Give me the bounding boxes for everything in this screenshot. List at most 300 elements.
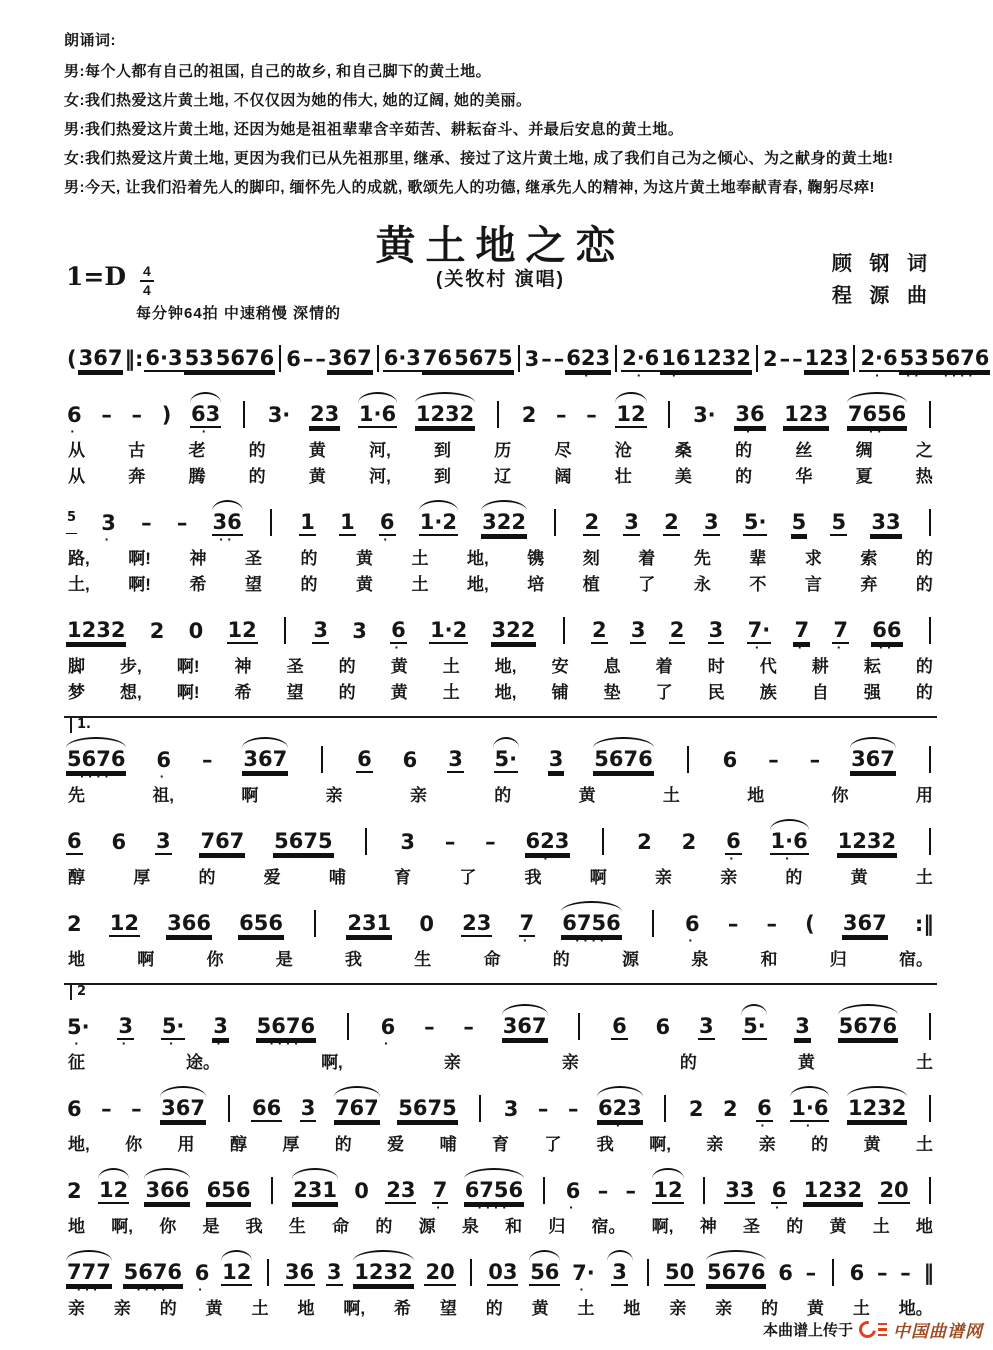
note-group bbox=[803, 1170, 863, 1212]
lyric-syllable: 的 bbox=[915, 575, 933, 594]
note-text: 3 bbox=[708, 618, 724, 642]
volta-bracket bbox=[64, 983, 937, 1000]
note-group bbox=[379, 502, 396, 544]
note-text: 3 bbox=[213, 1014, 228, 1038]
arc-spacer bbox=[201, 739, 214, 748]
note-group bbox=[419, 500, 458, 544]
note-text: 6756 bbox=[464, 1178, 524, 1202]
lyric-syllable: 望 bbox=[439, 1299, 457, 1318]
note-group bbox=[155, 821, 172, 863]
lyric-syllable: 的 bbox=[159, 1299, 177, 1318]
lyric-syllable: 言 bbox=[804, 575, 822, 594]
note-text: 6 bbox=[612, 1014, 627, 1038]
note-group bbox=[356, 739, 373, 781]
note-text: 1232 bbox=[354, 1260, 413, 1284]
note-group bbox=[109, 903, 140, 945]
lyric-syllable: 路, bbox=[68, 549, 90, 568]
lyric-syllable: 啊! bbox=[128, 549, 151, 568]
barline bbox=[550, 500, 560, 544]
arc-spacer bbox=[373, 336, 383, 345]
note-text: – bbox=[424, 1015, 435, 1039]
note-group bbox=[461, 903, 492, 945]
lyric-syllable: 的 bbox=[334, 1135, 352, 1154]
note-group bbox=[66, 1006, 91, 1048]
note-group bbox=[899, 338, 930, 380]
octave-dots: · bbox=[584, 369, 593, 382]
note-text: 12 bbox=[616, 402, 646, 426]
note-text: 3· bbox=[693, 403, 716, 427]
lyric-syllable: 的 bbox=[761, 1299, 779, 1318]
note-text: 2 bbox=[521, 403, 537, 427]
arc-spacer bbox=[66, 338, 78, 347]
note-text: 3 bbox=[400, 830, 415, 854]
note-text: 20 bbox=[879, 1178, 909, 1202]
note-group bbox=[703, 502, 720, 544]
arc-spacer bbox=[925, 500, 935, 509]
arc-spacer bbox=[149, 610, 166, 619]
note-group bbox=[771, 1170, 788, 1212]
note-text: 1·6 bbox=[791, 1096, 829, 1120]
notes-row bbox=[64, 500, 937, 544]
barline bbox=[925, 1168, 935, 1212]
arc-spacer bbox=[224, 1086, 234, 1095]
note-group bbox=[585, 394, 598, 436]
note-group bbox=[190, 392, 221, 436]
arc-spacer bbox=[571, 1252, 596, 1261]
barline-rule bbox=[929, 746, 931, 773]
barline bbox=[239, 392, 249, 436]
note-text: – bbox=[792, 347, 803, 371]
note-group bbox=[215, 338, 275, 380]
note-text: – bbox=[141, 511, 152, 535]
lyric-syllable: 黄 bbox=[806, 1299, 824, 1318]
note-text: 6 bbox=[771, 1178, 787, 1202]
lyric-syllable: 希 bbox=[393, 1299, 411, 1318]
lyric-syllable: 神 bbox=[699, 1217, 717, 1236]
note-group bbox=[779, 338, 792, 380]
note-text: 367 bbox=[851, 747, 895, 771]
note-group bbox=[484, 821, 497, 863]
note-group bbox=[859, 338, 898, 380]
lyric-syllable: 地 bbox=[747, 786, 765, 805]
volta-label: 2 bbox=[70, 984, 91, 1000]
octave-dots: · bbox=[671, 369, 680, 382]
lyric-syllable: 亲 bbox=[706, 1135, 724, 1154]
note-group bbox=[251, 1088, 282, 1130]
barline-rule bbox=[271, 1177, 273, 1204]
lyric-syllable: 土 bbox=[915, 1135, 933, 1154]
note-group bbox=[652, 1168, 683, 1212]
note-text: 23 bbox=[462, 911, 492, 935]
lyric-syllable: 的 bbox=[811, 1135, 829, 1154]
octave-dots: · bbox=[394, 641, 403, 654]
lyric-syllable: 腾 bbox=[188, 467, 206, 486]
note-text: 5 bbox=[66, 510, 77, 534]
recitation-lines bbox=[64, 57, 937, 202]
arc-spacer bbox=[648, 901, 658, 910]
lyric-syllable: 是 bbox=[275, 950, 293, 969]
note-group bbox=[503, 1088, 520, 1130]
note-group bbox=[741, 1004, 767, 1048]
lyric-syllable: 地 bbox=[623, 1299, 641, 1318]
arc-spacer bbox=[804, 903, 816, 912]
note-text: 2·6 bbox=[860, 346, 898, 370]
arc-spacer bbox=[805, 1252, 818, 1261]
note-text: 367 bbox=[78, 346, 123, 370]
arc-spacer bbox=[809, 739, 822, 748]
barline bbox=[752, 336, 762, 380]
arc-spacer bbox=[925, 737, 935, 746]
barline bbox=[361, 819, 371, 863]
note-text: 3 bbox=[624, 510, 639, 534]
note-text: 6 bbox=[379, 510, 395, 534]
note-text: – bbox=[586, 403, 597, 427]
arc-spacer bbox=[161, 394, 173, 403]
arc-spacer bbox=[239, 392, 249, 401]
lyric-syllable: 地 bbox=[297, 1299, 315, 1318]
barline bbox=[574, 1004, 584, 1048]
note-text: 63 bbox=[191, 402, 221, 426]
lyric-syllable: 的 bbox=[375, 1217, 393, 1236]
lyric-syllable: 脚 bbox=[68, 657, 85, 676]
note-group bbox=[791, 338, 804, 380]
arc-spacer bbox=[625, 1170, 638, 1179]
note-group bbox=[184, 338, 215, 380]
key-label: 1=D bbox=[66, 262, 127, 291]
note-group bbox=[567, 1088, 580, 1130]
recitation-line: 男:我们热爱这片黄土地, 还因为她是祖祖辈辈含辛茹苦、耕耘奋斗、并最后安息的黄土地。 bbox=[64, 121, 684, 138]
lyric-syllable: 厚 bbox=[133, 868, 151, 887]
lyric-syllable: 热 bbox=[915, 467, 933, 486]
note-text: 3 bbox=[313, 618, 328, 642]
note-text: 6 bbox=[402, 748, 418, 772]
lyric-syllable: 壮 bbox=[614, 467, 632, 486]
lyric-syllable: 黄 bbox=[863, 1135, 881, 1154]
note-group bbox=[698, 1006, 715, 1048]
time-signature bbox=[140, 264, 154, 297]
octave-dots: · bbox=[70, 425, 79, 438]
note-text: 367 bbox=[502, 1014, 547, 1038]
lyric-syllable: 华 bbox=[795, 467, 813, 486]
lyric-syllable: 醇 bbox=[229, 1135, 247, 1154]
note-text: 6 bbox=[849, 1261, 865, 1285]
arc-spacer bbox=[285, 338, 302, 347]
arc-spacer bbox=[130, 1088, 143, 1097]
octave-dots: · bbox=[74, 1037, 83, 1050]
lyric-syllable: 培 bbox=[527, 575, 545, 594]
note-text: 6 bbox=[655, 1015, 671, 1039]
note-text: 367 bbox=[842, 911, 887, 935]
lyric-syllable: 时 bbox=[707, 657, 725, 676]
score-line bbox=[64, 336, 990, 382]
note-group bbox=[424, 1252, 455, 1294]
lyric-syllable: 圣 bbox=[742, 1217, 760, 1236]
note-text: 3 bbox=[352, 619, 367, 643]
note-text: 6 bbox=[685, 912, 700, 936]
lyric-syllable: 地, bbox=[494, 683, 517, 702]
note-text: 6 bbox=[391, 618, 406, 642]
lyric-syllable: 圣 bbox=[286, 657, 304, 676]
arc-spacer bbox=[314, 338, 327, 347]
arc-spacer bbox=[537, 1088, 550, 1097]
note-group bbox=[878, 1170, 909, 1212]
note-text: 23 bbox=[309, 402, 340, 426]
note-group bbox=[117, 1006, 134, 1048]
arc-spacer bbox=[188, 610, 205, 619]
note-group bbox=[491, 610, 537, 652]
note-group bbox=[130, 1088, 143, 1130]
score-line bbox=[64, 819, 937, 889]
note-group bbox=[327, 338, 373, 380]
lyric-syllable: 我 bbox=[524, 868, 542, 887]
barline bbox=[849, 336, 859, 380]
lyric-syllable: 源 bbox=[418, 1217, 436, 1236]
barline-rule bbox=[703, 1177, 705, 1204]
lyric-syllable: 土 bbox=[872, 1217, 890, 1236]
note-text: – bbox=[541, 347, 552, 371]
lyric-syllable: 亲 bbox=[758, 1135, 776, 1154]
note-text: 0 bbox=[354, 1179, 369, 1203]
octave-dots: ···· bbox=[575, 934, 608, 947]
barline bbox=[925, 819, 935, 863]
lyric-syllable: 强 bbox=[863, 683, 881, 702]
barline-rule bbox=[470, 1259, 472, 1286]
note-group bbox=[837, 821, 897, 863]
arc-spacer bbox=[423, 1006, 436, 1015]
barline-rule bbox=[929, 1095, 931, 1122]
octave-dots: · bbox=[198, 1283, 207, 1296]
lyric-syllable: 奔 bbox=[128, 467, 146, 486]
barline-rule bbox=[578, 1013, 580, 1040]
note-group bbox=[692, 394, 717, 436]
arc-spacer bbox=[828, 1250, 838, 1259]
arc-spacer bbox=[194, 1252, 211, 1261]
note-group bbox=[611, 1006, 628, 1048]
arc-spacer bbox=[925, 392, 935, 401]
barline-rule bbox=[497, 401, 499, 428]
octave-dots: · bbox=[435, 1201, 445, 1214]
note-text: 623 bbox=[597, 1096, 642, 1120]
lyric-syllable: 醇 bbox=[68, 868, 85, 887]
arc-spacer bbox=[140, 502, 153, 511]
note-group bbox=[100, 394, 113, 436]
note-group bbox=[790, 1086, 829, 1130]
barline bbox=[925, 1004, 935, 1048]
barline bbox=[493, 392, 503, 436]
note-text: 2·6 bbox=[622, 346, 660, 370]
note-text: – bbox=[302, 347, 314, 371]
lyric-syllable: 了 bbox=[544, 1135, 562, 1154]
logo-lines bbox=[878, 1321, 887, 1338]
note-text: 50 bbox=[665, 1260, 695, 1284]
lyric-syllable: 育 bbox=[394, 868, 412, 887]
lyric-row bbox=[64, 465, 937, 488]
lyric-syllable: 我 bbox=[345, 950, 362, 969]
note-group bbox=[930, 338, 990, 380]
note-text: 231 bbox=[347, 911, 392, 935]
lyric-syllable: 美 bbox=[674, 467, 692, 486]
note-text: – bbox=[597, 1179, 609, 1203]
note-text: – bbox=[779, 347, 791, 371]
note-group bbox=[447, 739, 464, 781]
lyric-syllable: 民 bbox=[707, 683, 725, 702]
qupu-logo-icon bbox=[859, 1321, 887, 1338]
note-group bbox=[267, 394, 292, 436]
song-header bbox=[64, 218, 937, 330]
note-text: 7· bbox=[572, 1261, 595, 1285]
note-group bbox=[100, 1088, 113, 1130]
note-group bbox=[300, 1088, 317, 1130]
note-text: 6 bbox=[722, 748, 738, 772]
note-group bbox=[809, 739, 822, 781]
lyric-syllable: 亲 bbox=[715, 1299, 733, 1318]
time-signature-denominator: 4 bbox=[143, 281, 151, 298]
lyric-row bbox=[64, 1133, 937, 1156]
arc-spacer bbox=[317, 737, 327, 746]
barline-rule bbox=[267, 1259, 269, 1286]
note-group bbox=[353, 1170, 370, 1212]
lyric-syllable: 黄 bbox=[797, 1053, 815, 1072]
arc-spacer bbox=[550, 500, 560, 509]
arc-spacer bbox=[925, 819, 935, 828]
octave-dots: · bbox=[797, 641, 806, 654]
barline bbox=[559, 608, 569, 652]
note-text: 3 bbox=[703, 510, 719, 534]
note-text: 2 bbox=[149, 619, 165, 643]
note-text: 5· bbox=[743, 510, 767, 534]
note-text: 1 bbox=[300, 510, 315, 534]
notes-row bbox=[64, 1168, 937, 1212]
note-group bbox=[123, 338, 144, 380]
arc-spacer bbox=[598, 819, 608, 828]
note-text: 5676 bbox=[594, 747, 653, 771]
note-group bbox=[548, 739, 565, 781]
note-group bbox=[724, 1170, 755, 1212]
lyric-syllable: 的 bbox=[248, 441, 266, 460]
note-group bbox=[842, 903, 888, 945]
note-text: 5· bbox=[494, 747, 518, 771]
score bbox=[64, 336, 990, 1320]
lyric-syllable: 是 bbox=[202, 1217, 220, 1236]
footer-upload-text: 本曲谱上传于 bbox=[762, 1322, 853, 1339]
lyric-syllable: 黄 bbox=[308, 441, 326, 460]
arc-spacer bbox=[574, 1004, 584, 1013]
lyric-row bbox=[64, 1051, 937, 1074]
octave-dots: · bbox=[760, 1119, 769, 1132]
note-text: 5676 bbox=[707, 1260, 766, 1284]
lyric-syllable: 命 bbox=[483, 950, 501, 969]
lyric-syllable: 植 bbox=[582, 575, 600, 594]
note-group bbox=[593, 737, 653, 781]
note-group bbox=[794, 1006, 811, 1048]
arc-spacer bbox=[791, 338, 804, 347]
lyric-syllable: 和 bbox=[760, 950, 778, 969]
barline bbox=[699, 1168, 709, 1212]
note-text: 3 bbox=[503, 1097, 519, 1121]
lyric-syllable: 啊, bbox=[343, 1299, 366, 1318]
note-group bbox=[767, 739, 780, 781]
lyric-syllable: 啊, bbox=[111, 1217, 133, 1236]
notes-row bbox=[64, 392, 937, 436]
lyric-syllable: 亲 bbox=[720, 868, 738, 887]
arc-spacer bbox=[699, 1168, 709, 1177]
lyric-syllable: 的 bbox=[552, 950, 570, 969]
score-line bbox=[64, 500, 937, 596]
lyric-syllable: 地, bbox=[68, 1135, 90, 1154]
note-group bbox=[66, 338, 78, 380]
lyric-syllable: 耘 bbox=[863, 657, 881, 676]
lyric-syllable: 黄 bbox=[390, 657, 408, 676]
note-text: 3 bbox=[524, 347, 540, 371]
note-group bbox=[462, 1006, 475, 1048]
note-group bbox=[314, 338, 327, 380]
barline-rule bbox=[377, 345, 379, 372]
note-text: – bbox=[176, 511, 188, 535]
note-text: – bbox=[876, 1261, 888, 1285]
note-group bbox=[555, 394, 568, 436]
recitation-line: 男:每个人都有自己的祖国, 自己的故乡, 和自己脚下的黄土地。 bbox=[64, 63, 492, 80]
note-group bbox=[166, 903, 212, 945]
arc-spacer bbox=[353, 1170, 370, 1179]
note-text: 5675 bbox=[454, 346, 513, 370]
note-text: 33 bbox=[725, 1178, 755, 1202]
note-group bbox=[160, 1086, 206, 1130]
note-group bbox=[144, 1168, 190, 1212]
note-group bbox=[273, 821, 333, 863]
lyric-syllable: 土 bbox=[852, 1299, 870, 1318]
lyric-syllable: 黄 bbox=[390, 683, 408, 702]
note-group bbox=[326, 1252, 343, 1294]
note-group bbox=[561, 901, 621, 945]
octave-dots: · bbox=[383, 1037, 393, 1050]
lyric-syllable: 你 bbox=[125, 1135, 143, 1154]
note-group bbox=[487, 1252, 518, 1294]
note-text: 1232 bbox=[847, 1096, 907, 1120]
lyric-syllable: 你 bbox=[206, 950, 224, 969]
note-text: 1·6 bbox=[770, 829, 808, 853]
arc-spacer bbox=[655, 1006, 672, 1015]
note-group bbox=[537, 1088, 550, 1130]
lyric-syllable: 的 bbox=[735, 441, 753, 460]
note-text: 5675 bbox=[398, 1096, 457, 1120]
notes-row bbox=[64, 1250, 937, 1294]
note-text: 2 bbox=[722, 1097, 738, 1121]
note-text: 1232 bbox=[803, 1178, 863, 1202]
score-line bbox=[64, 1004, 937, 1074]
arc-spacer bbox=[484, 821, 497, 830]
note-text: – bbox=[463, 1015, 474, 1039]
note-text: 3 bbox=[698, 1014, 714, 1038]
note-group bbox=[529, 1250, 560, 1294]
lyricist-credit: 顾 钢 词 bbox=[831, 253, 933, 275]
lyric-syllable: 我 bbox=[245, 1217, 263, 1236]
barline bbox=[925, 1086, 935, 1130]
note-group bbox=[762, 338, 779, 380]
barline-rule bbox=[929, 509, 931, 536]
note-text: 66 bbox=[252, 1096, 282, 1120]
note-group bbox=[66, 394, 83, 436]
note-group bbox=[399, 821, 416, 863]
note-text: 6756 bbox=[562, 911, 621, 935]
arc-spacer bbox=[66, 903, 83, 912]
note-text: ( bbox=[805, 912, 815, 936]
barline bbox=[343, 1004, 353, 1048]
lyric-syllable: 夏 bbox=[855, 467, 873, 486]
note-text: 6 bbox=[194, 1261, 210, 1285]
lyric-syllable: 哺 bbox=[439, 1135, 457, 1154]
note-group bbox=[849, 1252, 866, 1294]
octave-dots: · bbox=[754, 641, 763, 654]
